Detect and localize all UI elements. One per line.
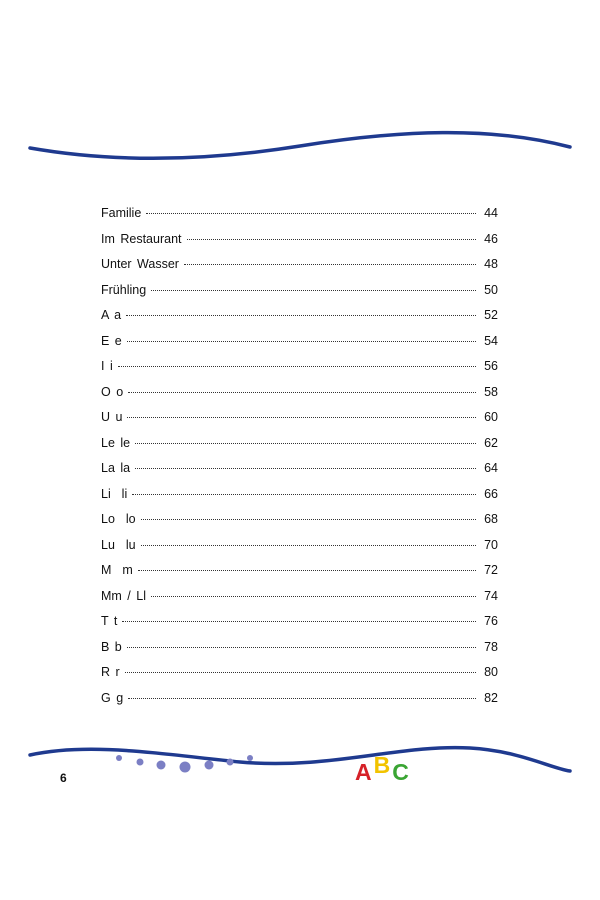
toc-entry-title: Lo lo bbox=[101, 512, 136, 526]
toc-entry-page: 80 bbox=[484, 665, 498, 679]
toc-dot-leader bbox=[141, 545, 476, 546]
toc-entry-page: 50 bbox=[484, 282, 498, 297]
toc-entry bbox=[101, 691, 498, 717]
toc-entry-page: 60 bbox=[484, 410, 498, 424]
toc-entry-page: 56 bbox=[484, 359, 498, 373]
toc-entry-title: O o bbox=[101, 384, 124, 399]
dot-icon bbox=[137, 759, 144, 766]
toc-dot-leader bbox=[127, 647, 476, 648]
toc-dot-leader bbox=[128, 392, 476, 393]
abc-logo bbox=[355, 752, 409, 785]
toc-entry-page: 58 bbox=[484, 384, 498, 399]
toc-entry-page: 68 bbox=[484, 512, 498, 526]
toc-entry-page: 48 bbox=[484, 257, 498, 271]
toc-entry-page: 46 bbox=[484, 231, 498, 246]
toc-entry-title: La la bbox=[101, 461, 131, 475]
toc-entry-title: I i bbox=[101, 359, 113, 373]
toc-entry bbox=[101, 257, 498, 283]
toc-entry-title: A a bbox=[101, 308, 122, 322]
dot-icon bbox=[205, 761, 214, 770]
toc-entry-title: Familie bbox=[101, 206, 142, 220]
dot-icon bbox=[116, 755, 122, 761]
logo-letter-b: B bbox=[373, 752, 391, 778]
toc-entry-page: 82 bbox=[484, 690, 498, 705]
toc-entry-page: 52 bbox=[484, 308, 498, 322]
toc-entry-title: Frühling bbox=[101, 282, 147, 297]
toc-entry bbox=[101, 206, 498, 232]
toc-entry bbox=[101, 589, 498, 615]
toc-entry bbox=[101, 308, 498, 334]
toc-dot-leader bbox=[126, 315, 476, 316]
toc-entry bbox=[101, 232, 498, 258]
toc-entry bbox=[101, 283, 498, 309]
toc-dot-leader bbox=[118, 366, 476, 367]
toc-dot-leader bbox=[138, 570, 476, 571]
dot-icon bbox=[227, 759, 234, 766]
toc-entry-page: 76 bbox=[484, 614, 498, 628]
toc-entry-title: Mm / Ll bbox=[101, 588, 146, 603]
toc-entry bbox=[101, 538, 498, 564]
toc-entry-title: T t bbox=[101, 614, 118, 628]
toc-entry-title: M m bbox=[101, 563, 133, 577]
toc-dot-leader bbox=[141, 519, 476, 520]
toc-entry-title: R r bbox=[101, 665, 120, 679]
toc-entry-page: 70 bbox=[484, 537, 498, 552]
dot-icon bbox=[180, 762, 191, 773]
toc-dot-leader bbox=[135, 468, 476, 469]
toc-entry bbox=[101, 461, 498, 487]
toc-entry-title: B b bbox=[101, 639, 122, 654]
toc-entry bbox=[101, 334, 498, 360]
toc-entry-page: 66 bbox=[484, 486, 498, 501]
toc-dot-leader bbox=[151, 290, 476, 291]
toc-entry bbox=[101, 512, 498, 538]
toc-dot-leader bbox=[122, 621, 476, 622]
dot-icon bbox=[157, 761, 166, 770]
logo-letter-a: A bbox=[355, 759, 372, 785]
toc-dot-leader bbox=[127, 341, 476, 342]
toc-dot-leader bbox=[187, 239, 476, 240]
toc-entry bbox=[101, 359, 498, 385]
toc-entry-title: Unter Wasser bbox=[101, 257, 179, 271]
table-of-contents bbox=[101, 206, 498, 716]
logo-letter-c: C bbox=[392, 759, 409, 785]
toc-entry-title: Lu lu bbox=[101, 537, 136, 552]
toc-entry-page: 62 bbox=[484, 435, 498, 450]
toc-dot-leader bbox=[125, 672, 476, 673]
toc-entry-page: 54 bbox=[484, 333, 498, 348]
toc-dot-leader bbox=[128, 698, 476, 699]
toc-dot-leader bbox=[184, 264, 476, 265]
toc-dot-leader bbox=[151, 596, 476, 597]
toc-entry-page: 44 bbox=[484, 206, 498, 220]
toc-entry bbox=[101, 436, 498, 462]
toc-entry bbox=[101, 410, 498, 436]
toc-entry-page: 74 bbox=[484, 588, 498, 603]
dot-icon bbox=[247, 755, 253, 761]
toc-entry bbox=[101, 665, 498, 691]
toc-entry bbox=[101, 487, 498, 513]
top-wave-divider bbox=[0, 120, 600, 170]
toc-entry-title: E e bbox=[101, 333, 122, 348]
toc-dot-leader bbox=[146, 213, 476, 214]
toc-entry bbox=[101, 640, 498, 666]
toc-entry-page: 78 bbox=[484, 639, 498, 654]
toc-entry bbox=[101, 614, 498, 640]
bottom-wave-divider bbox=[0, 738, 600, 788]
page-number: 6 bbox=[60, 771, 67, 785]
toc-dot-leader bbox=[127, 417, 476, 418]
toc-dot-leader bbox=[135, 443, 476, 444]
toc-entry bbox=[101, 563, 498, 589]
toc-dot-leader bbox=[132, 494, 476, 495]
toc-entry-page: 64 bbox=[484, 461, 498, 475]
toc-entry-title: Im Restaurant bbox=[101, 231, 182, 246]
toc-entry-title: G g bbox=[101, 690, 124, 705]
toc-entry-title: U u bbox=[101, 410, 123, 424]
toc-entry-title: Le le bbox=[101, 435, 131, 450]
toc-entry bbox=[101, 385, 498, 411]
toc-entry-title: Li li bbox=[101, 486, 128, 501]
toc-entry-page: 72 bbox=[484, 563, 498, 577]
